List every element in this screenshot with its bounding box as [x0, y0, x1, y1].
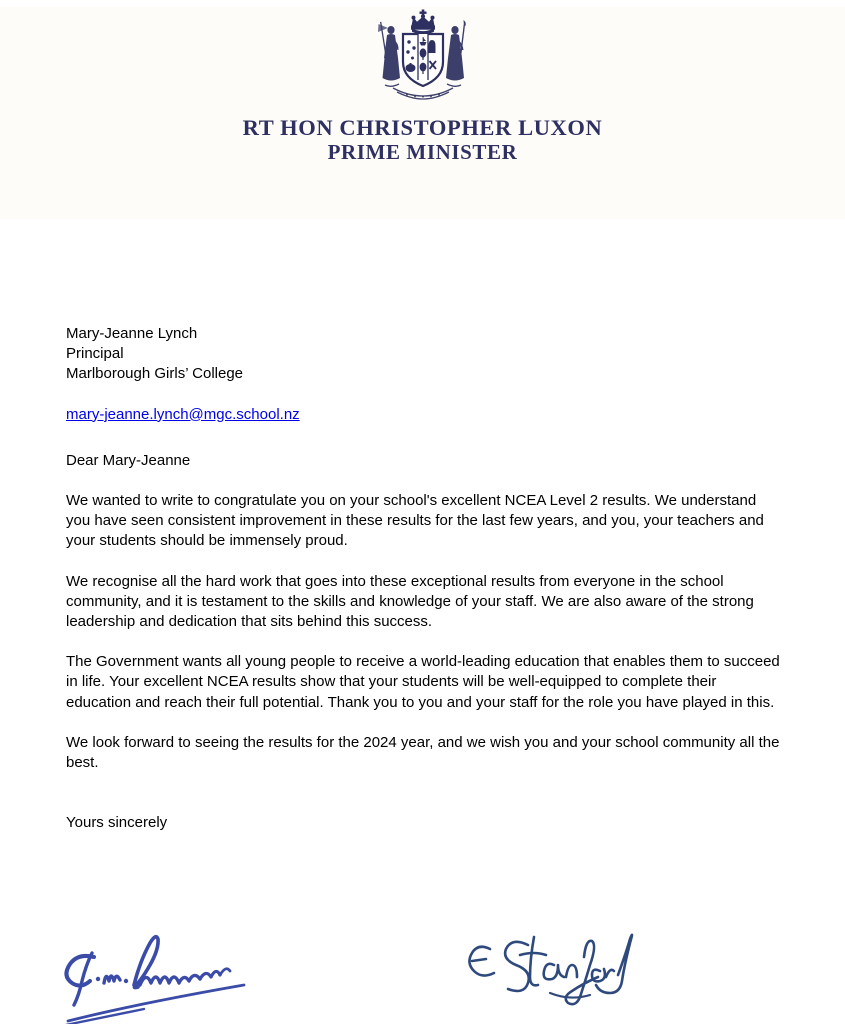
letter-body: [66, 324, 782, 833]
signature-luxon-icon: [48, 909, 298, 1024]
body-paragraph-4: We look forward to seeing the results for the 2024 year, and we wish you and your school community all the best.: [66, 733, 780, 772]
letterhead: [0, 6, 845, 219]
salutation: Dear Mary-Jeanne: [66, 451, 191, 469]
letterhead-role: PRIME MINISTER: [327, 140, 518, 165]
recipient-email-link[interactable]: mary-jeanne.lynch@mgc.school.nz: [66, 405, 300, 423]
letterhead-name: RT HON CHRISTOPHER LUXON: [242, 115, 603, 140]
recipient-organisation: Marlborough Girls’ College: [66, 365, 244, 383]
body-paragraph-3: The Government wants all young people to receive a world-leading education that enables them to succeed in life. Your excellent NCEA results show that your students will be well-equipped to complete their education and reach their full potential. Thank you to you and your staff for the role you have played in this.: [66, 653, 780, 711]
signoff: Yours sincerely: [66, 814, 168, 832]
recipient-title: Principal: [66, 345, 124, 363]
recipient-name: Mary-Jeanne Lynch: [66, 325, 198, 342]
nz-coat-of-arms-icon: [363, 6, 483, 106]
signature-block: [0, 891, 845, 1006]
letterhead-titles: [0, 116, 845, 165]
body-paragraph-1: We wanted to write to congratulate you on your school's excellent NCEA Level 2 results. We understand you have seen consistent improvement in these results for the last few years, and you, your teachers and your students should be immensely proud.: [66, 492, 764, 550]
signature-stanford-icon: [450, 909, 650, 1014]
recipient-block: [66, 324, 782, 385]
body-paragraph-2: We recognise all the hard work that goes into these exceptional results from everyone in the school community, and it is testament to the skills and knowledge of your staff. We are also aware of the strong leadership and dedication that sits behind this success.: [66, 572, 754, 631]
